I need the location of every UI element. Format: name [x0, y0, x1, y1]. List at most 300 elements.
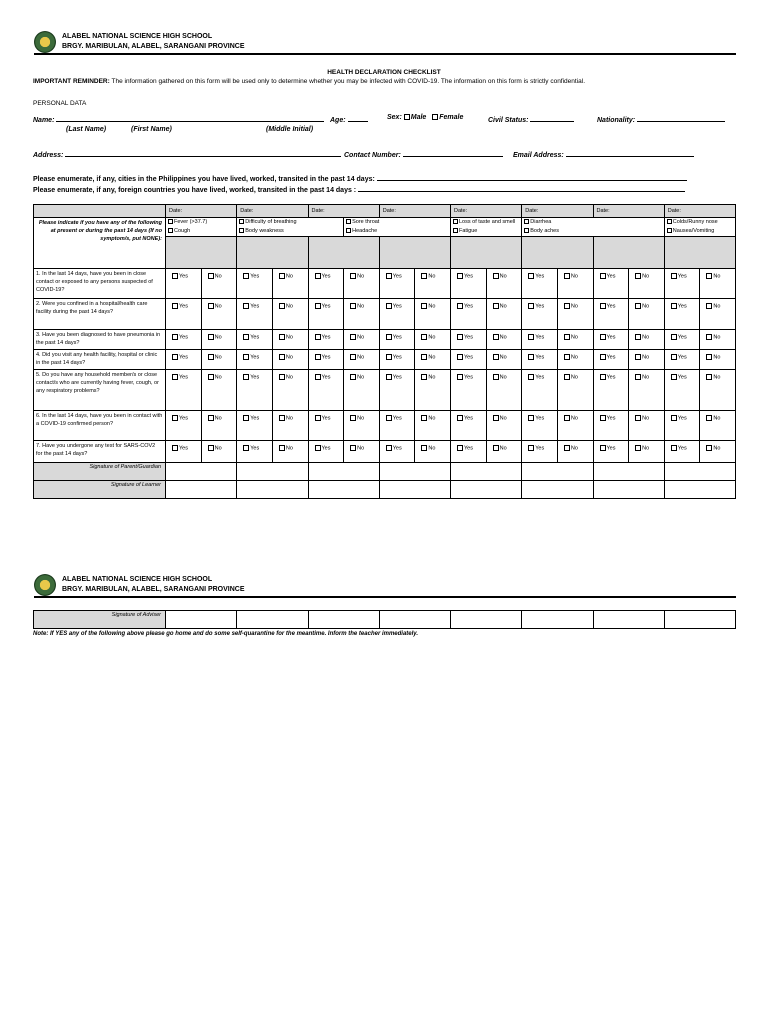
school-seal-icon [34, 574, 56, 596]
symptom-entry-cell[interactable] [308, 237, 379, 269]
checkbox-icon [421, 374, 427, 380]
self-quarantine-note: Note: If YES any of the following above please go home and do some self-quarantine for the meantime. Inform the teacher immediately. [33, 631, 419, 637]
age-field[interactable]: Age: [330, 114, 368, 124]
symptom-option[interactable]: Sore throat [346, 218, 448, 227]
no-option[interactable]: No [557, 330, 593, 350]
checkbox-icon [635, 334, 641, 340]
yes-option[interactable]: Yes [166, 269, 202, 299]
checkbox-icon [671, 445, 677, 451]
yes-option[interactable]: Yes [237, 299, 273, 330]
no-option[interactable]: No [700, 441, 736, 463]
no-option[interactable]: No [344, 330, 380, 350]
no-option[interactable]: No [201, 350, 237, 370]
checkbox-icon [208, 334, 214, 340]
checkbox-icon [671, 273, 677, 279]
school-name: ALABEL NATIONAL SCIENCE HIGH SCHOOL [62, 33, 213, 40]
checkbox-icon [421, 354, 427, 360]
checkbox-icon [279, 273, 285, 279]
yes-option[interactable]: Yes [664, 269, 700, 299]
checkbox-icon [528, 273, 534, 279]
no-option[interactable]: No [629, 330, 665, 350]
yes-option[interactable]: Yes [522, 441, 558, 463]
yes-option[interactable]: Yes [593, 330, 629, 350]
checkbox-icon [706, 445, 712, 451]
signature-cell[interactable] [166, 611, 237, 629]
checkbox-icon [350, 273, 356, 279]
signature-cell[interactable] [237, 611, 308, 629]
symptom-entry-cell[interactable] [451, 237, 522, 269]
checkbox-icon [635, 415, 641, 421]
date-cell[interactable]: Date: [308, 205, 379, 218]
checkbox-icon [667, 219, 672, 224]
yes-option[interactable]: Yes [379, 330, 415, 350]
yes-option[interactable]: Yes [379, 441, 415, 463]
checkbox-icon [671, 354, 677, 360]
signature-cell[interactable] [166, 481, 237, 499]
checkbox-icon [528, 303, 534, 309]
signature-cell[interactable] [664, 463, 735, 481]
checkbox-icon [528, 334, 534, 340]
checkbox-icon [600, 334, 606, 340]
date-cell[interactable]: Date: [593, 205, 664, 218]
signature-cell[interactable] [166, 463, 237, 481]
yes-option[interactable]: Yes [664, 441, 700, 463]
yes-option[interactable]: Yes [664, 370, 700, 411]
signature-cell[interactable] [664, 481, 735, 499]
symptom-option[interactable]: Body weakness [239, 227, 341, 236]
checkbox-icon [386, 354, 392, 360]
checkbox-icon [350, 374, 356, 380]
symptom-entry-cell[interactable] [379, 237, 450, 269]
checkbox-icon [208, 354, 214, 360]
checkbox-icon [350, 334, 356, 340]
question-row [34, 370, 736, 411]
checkbox-icon [243, 445, 249, 451]
yes-option[interactable]: Yes [451, 370, 487, 411]
no-option[interactable]: No [201, 411, 237, 441]
school-seal-icon [34, 31, 56, 53]
header-divider [34, 53, 736, 55]
checkbox-icon [172, 354, 178, 360]
date-cell[interactable]: Date: [664, 205, 735, 218]
signature-cell[interactable] [308, 463, 379, 481]
school-address: BRGY. MARIBULAN, ALABEL, SARANGANI PROVINCE [62, 586, 245, 593]
health-checklist-table [33, 204, 736, 499]
checkbox-icon [421, 334, 427, 340]
signature-cell[interactable] [451, 611, 522, 629]
no-option[interactable]: No [486, 411, 522, 441]
address-field[interactable]: Address: [33, 149, 341, 159]
no-option[interactable]: No [344, 441, 380, 463]
checkbox-icon [421, 273, 427, 279]
checkbox-icon [315, 415, 321, 421]
no-option[interactable]: No [415, 411, 451, 441]
yes-option[interactable]: Yes [522, 269, 558, 299]
yes-option[interactable]: Yes [237, 330, 273, 350]
symptom-option[interactable]: Colds/Runny nose [667, 218, 733, 227]
no-option[interactable]: No [486, 370, 522, 411]
no-option[interactable]: No [700, 370, 736, 411]
yes-option[interactable]: Yes [308, 350, 344, 370]
no-option[interactable]: No [415, 330, 451, 350]
school-header-page2 [34, 576, 736, 602]
yes-option[interactable]: Yes [308, 411, 344, 441]
checkbox-icon [208, 273, 214, 279]
symptom-option-cell [166, 218, 237, 237]
checkbox-icon [564, 334, 570, 340]
no-option[interactable]: No [629, 370, 665, 411]
checkbox-icon [243, 354, 249, 360]
signature-cell[interactable] [308, 611, 379, 629]
signature-cell[interactable] [379, 481, 450, 499]
checkbox-icon [315, 334, 321, 340]
question-text: 3. Have you been diagnosed to have pneumonia in the past 14 days? [34, 330, 166, 350]
last-name-caption: (Last Name) [66, 126, 107, 133]
checkbox-icon [457, 334, 463, 340]
symptom-option-cell [344, 218, 451, 237]
checkbox-icon [279, 354, 285, 360]
yes-option[interactable]: Yes [308, 370, 344, 411]
no-option[interactable]: No [415, 441, 451, 463]
checkbox-icon [279, 415, 285, 421]
date-cell[interactable]: Date: [166, 205, 237, 218]
symptom-option-cell [237, 218, 344, 237]
signature-cell[interactable] [237, 463, 308, 481]
no-option[interactable]: No [629, 350, 665, 370]
no-option[interactable]: No [415, 299, 451, 330]
checkbox-icon [706, 334, 712, 340]
civil-status-field[interactable]: Civil Status: [488, 114, 574, 124]
yes-option[interactable]: Yes [664, 299, 700, 330]
question-row [34, 330, 736, 350]
checkbox-icon [671, 334, 677, 340]
signature-cell[interactable] [237, 481, 308, 499]
no-option[interactable]: No [557, 441, 593, 463]
checkbox-icon [279, 374, 285, 380]
no-option[interactable]: No [201, 269, 237, 299]
no-option[interactable]: No [700, 411, 736, 441]
no-option[interactable]: No [486, 350, 522, 370]
yes-option[interactable]: Yes [522, 299, 558, 330]
yes-option[interactable]: Yes [593, 370, 629, 411]
question-row [34, 441, 736, 463]
no-option[interactable]: No [201, 299, 237, 330]
checkbox-icon [279, 445, 285, 451]
checkbox-icon [172, 445, 178, 451]
checkbox-icon [457, 445, 463, 451]
checkbox-icon [421, 445, 427, 451]
checkbox-icon [279, 334, 285, 340]
female-checkbox[interactable] [432, 114, 438, 120]
yes-option[interactable]: Yes [166, 411, 202, 441]
yes-option[interactable]: Yes [237, 441, 273, 463]
symptom-entry-cell[interactable] [593, 237, 664, 269]
no-option[interactable]: No [415, 350, 451, 370]
no-option[interactable]: No [486, 299, 522, 330]
yes-option[interactable]: Yes [237, 350, 273, 370]
checkbox-icon [453, 228, 458, 233]
contact-number-field[interactable]: Contact Number: [344, 149, 503, 159]
signature-cell[interactable] [308, 481, 379, 499]
no-option[interactable]: No [486, 269, 522, 299]
signature-cell[interactable] [593, 481, 664, 499]
corner-cell [34, 205, 166, 218]
no-option[interactable]: No [700, 299, 736, 330]
checkbox-icon [671, 415, 677, 421]
checkbox-icon [457, 273, 463, 279]
male-checkbox[interactable] [404, 114, 410, 120]
name-field[interactable]: Name: [33, 114, 324, 124]
symptom-option-cell [522, 218, 665, 237]
checkbox-icon [315, 445, 321, 451]
yes-option[interactable]: Yes [308, 441, 344, 463]
checkbox-icon [243, 273, 249, 279]
yes-option[interactable]: Yes [379, 299, 415, 330]
no-option[interactable]: No [272, 411, 308, 441]
signature-cell[interactable] [593, 463, 664, 481]
no-option[interactable]: No [557, 299, 593, 330]
checkbox-icon [350, 445, 356, 451]
school-name: ALABEL NATIONAL SCIENCE HIGH SCHOOL [62, 576, 213, 583]
symptom-option[interactable]: Fever (>37.7) [168, 218, 234, 227]
checkbox-icon [168, 219, 173, 224]
no-option[interactable]: No [272, 330, 308, 350]
adviser-signature-row [34, 611, 736, 629]
signature-cell[interactable] [664, 611, 735, 629]
no-option[interactable]: No [201, 330, 237, 350]
date-cell[interactable]: Date: [451, 205, 522, 218]
checkbox-icon [635, 354, 641, 360]
signature-cell[interactable] [379, 463, 450, 481]
yes-option[interactable]: Yes [166, 330, 202, 350]
cities-field[interactable]: Please enumerate, if any, cities in the Philippines you have lived, worked, transited in the past 14 days: [33, 173, 687, 183]
yes-option[interactable]: Yes [379, 350, 415, 370]
yes-option[interactable]: Yes [237, 411, 273, 441]
yes-option[interactable]: Yes [522, 411, 558, 441]
no-option[interactable]: No [272, 441, 308, 463]
question-row [34, 350, 736, 370]
checkbox-icon [600, 374, 606, 380]
symptom-option[interactable]: Loss of taste and smell [453, 218, 519, 227]
question-text: 4. Did you visit any health facility, hospital or clinic in the past 14 days? [34, 350, 166, 370]
checkbox-icon [421, 303, 427, 309]
checkbox-icon [350, 354, 356, 360]
no-option[interactable]: No [272, 370, 308, 411]
date-cell[interactable]: Date: [379, 205, 450, 218]
question-row [34, 411, 736, 441]
checkbox-icon [564, 273, 570, 279]
checkbox-icon [635, 445, 641, 451]
symptom-option[interactable]: Fatigue [453, 227, 519, 236]
no-option[interactable]: No [557, 411, 593, 441]
yes-option[interactable]: Yes [664, 350, 700, 370]
checkbox-icon [386, 303, 392, 309]
checkbox-icon [564, 354, 570, 360]
yes-option[interactable]: Yes [593, 269, 629, 299]
question-text: 7. Have you undergone any test for SARS-COV2 for the past 14 days? [34, 441, 166, 463]
middle-initial-caption: (Middle Initial) [266, 126, 314, 133]
yes-option[interactable]: Yes [237, 370, 273, 411]
checkbox-icon [386, 415, 392, 421]
yes-option[interactable]: Yes [237, 269, 273, 299]
no-option[interactable]: No [415, 269, 451, 299]
symptom-option[interactable]: Difficulty of breathing [239, 218, 341, 227]
checkbox-icon [493, 273, 499, 279]
yes-option[interactable]: Yes [522, 370, 558, 411]
first-name-caption: (First Name) [131, 126, 172, 133]
date-header-row [34, 205, 736, 218]
yes-option[interactable]: Yes [593, 411, 629, 441]
symptom-entry-cell[interactable] [237, 237, 308, 269]
signature-cell[interactable] [522, 481, 593, 499]
no-option[interactable]: No [557, 350, 593, 370]
reminder-text: The information gathered on this form will be used only to determine whether you may be infected with COVID-19. The information on this form is strictly confidential. [111, 78, 586, 85]
checkbox-icon [600, 415, 606, 421]
signature-cell[interactable] [593, 611, 664, 629]
no-option[interactable]: No [700, 330, 736, 350]
yes-option[interactable]: Yes [308, 269, 344, 299]
email-field[interactable]: Email Address: [513, 149, 694, 159]
yes-option[interactable]: Yes [379, 269, 415, 299]
checkbox-icon [315, 374, 321, 380]
checkbox-icon [279, 303, 285, 309]
date-cell[interactable]: Date: [237, 205, 308, 218]
personal-data-heading: PERSONAL DATA [33, 100, 87, 107]
yes-option[interactable]: Yes [664, 330, 700, 350]
signature-cell[interactable] [522, 463, 593, 481]
yes-option[interactable]: Yes [379, 370, 415, 411]
yes-option[interactable]: Yes [451, 299, 487, 330]
signature-cell[interactable] [522, 611, 593, 629]
yes-option[interactable]: Yes [308, 299, 344, 330]
checkbox-icon [350, 415, 356, 421]
symptom-entry-cell[interactable] [166, 237, 237, 269]
signature-cell[interactable] [451, 481, 522, 499]
no-option[interactable]: No [272, 299, 308, 330]
checkbox-icon [493, 354, 499, 360]
no-option[interactable]: No [557, 370, 593, 411]
no-option[interactable]: No [557, 269, 593, 299]
no-option[interactable]: No [344, 350, 380, 370]
yes-option[interactable]: Yes [166, 370, 202, 411]
no-option[interactable]: No [486, 330, 522, 350]
checkbox-icon [172, 415, 178, 421]
no-option[interactable]: No [201, 370, 237, 411]
checkbox-icon [346, 228, 351, 233]
yes-option[interactable]: Yes [593, 441, 629, 463]
countries-field[interactable]: Please enumerate, if any, foreign countries you have lived, worked, transited in the past 14 days : [33, 184, 685, 194]
adviser-signature-table [33, 610, 736, 629]
checkbox-icon [706, 374, 712, 380]
no-option[interactable]: No [344, 299, 380, 330]
no-option[interactable]: No [415, 370, 451, 411]
checkbox-icon [243, 374, 249, 380]
no-option[interactable]: No [486, 441, 522, 463]
checkbox-icon [172, 273, 178, 279]
nationality-field[interactable]: Nationality: [597, 114, 725, 124]
checkbox-icon [315, 303, 321, 309]
checkbox-icon [386, 445, 392, 451]
checkbox-icon [600, 354, 606, 360]
checkbox-icon [243, 334, 249, 340]
checkbox-icon [172, 334, 178, 340]
symptom-option[interactable]: Cough [168, 227, 234, 236]
checkbox-icon [208, 415, 214, 421]
question-text: 5. Do you have any household member/s or close contact/s who are currently having fever, cough, or any respiratory problems? [34, 370, 166, 411]
no-option[interactable]: No [344, 411, 380, 441]
symptom-option-cell [664, 218, 735, 237]
checkbox-icon [564, 445, 570, 451]
no-option[interactable]: No [272, 269, 308, 299]
checkbox-icon [386, 334, 392, 340]
yes-option[interactable]: Yes [379, 411, 415, 441]
checkbox-icon [386, 273, 392, 279]
yes-option[interactable]: Yes [166, 299, 202, 330]
checkbox-icon [706, 415, 712, 421]
symptom-option[interactable]: Diarrhea [524, 218, 662, 227]
no-option[interactable]: No [629, 411, 665, 441]
yes-option[interactable]: Yes [451, 350, 487, 370]
no-option[interactable]: No [201, 441, 237, 463]
no-option[interactable]: No [629, 441, 665, 463]
checkbox-icon [671, 303, 677, 309]
yes-option[interactable]: Yes [451, 330, 487, 350]
checkbox-icon [168, 228, 173, 233]
checkbox-icon [315, 273, 321, 279]
checkbox-icon [493, 374, 499, 380]
checkbox-icon [564, 415, 570, 421]
no-option[interactable]: No [700, 350, 736, 370]
yes-option[interactable]: Yes [451, 411, 487, 441]
symptoms-instruction: Please indicate if you have any of the following at present or during the past 14 days (If no symptom/s, put NONE): [34, 218, 166, 269]
question-row [34, 269, 736, 299]
checkbox-icon [457, 303, 463, 309]
checkbox-icon [208, 303, 214, 309]
signature-cell[interactable] [451, 463, 522, 481]
no-option[interactable]: No [344, 370, 380, 411]
checkbox-icon [600, 273, 606, 279]
symptom-option[interactable]: Nausea/Vomiting [667, 227, 733, 236]
yes-option[interactable]: Yes [522, 350, 558, 370]
symptom-option[interactable]: Body aches [524, 227, 662, 236]
no-option[interactable]: No [272, 350, 308, 370]
school-address: BRGY. MARIBULAN, ALABEL, SARANGANI PROVINCE [62, 43, 245, 50]
symptom-entry-cell[interactable] [664, 237, 735, 269]
yes-option[interactable]: Yes [166, 441, 202, 463]
no-option[interactable]: No [344, 269, 380, 299]
yes-option[interactable]: Yes [664, 411, 700, 441]
checkbox-icon [346, 219, 351, 224]
date-cell[interactable]: Date: [522, 205, 593, 218]
yes-option[interactable]: Yes [451, 269, 487, 299]
yes-option[interactable]: Yes [593, 299, 629, 330]
yes-option[interactable]: Yes [166, 350, 202, 370]
symptom-option[interactable]: Headache [346, 227, 448, 236]
no-option[interactable]: No [629, 269, 665, 299]
no-option[interactable]: No [700, 269, 736, 299]
checkbox-icon [706, 354, 712, 360]
yes-option[interactable]: Yes [308, 330, 344, 350]
sex-field: Sex: Male Female [387, 114, 464, 121]
yes-option[interactable]: Yes [451, 441, 487, 463]
yes-option[interactable]: Yes [522, 330, 558, 350]
no-option[interactable]: No [629, 299, 665, 330]
yes-option[interactable]: Yes [593, 350, 629, 370]
signature-cell[interactable] [379, 611, 450, 629]
symptom-entry-cell[interactable] [522, 237, 593, 269]
checkbox-icon [172, 303, 178, 309]
checkbox-icon [706, 303, 712, 309]
